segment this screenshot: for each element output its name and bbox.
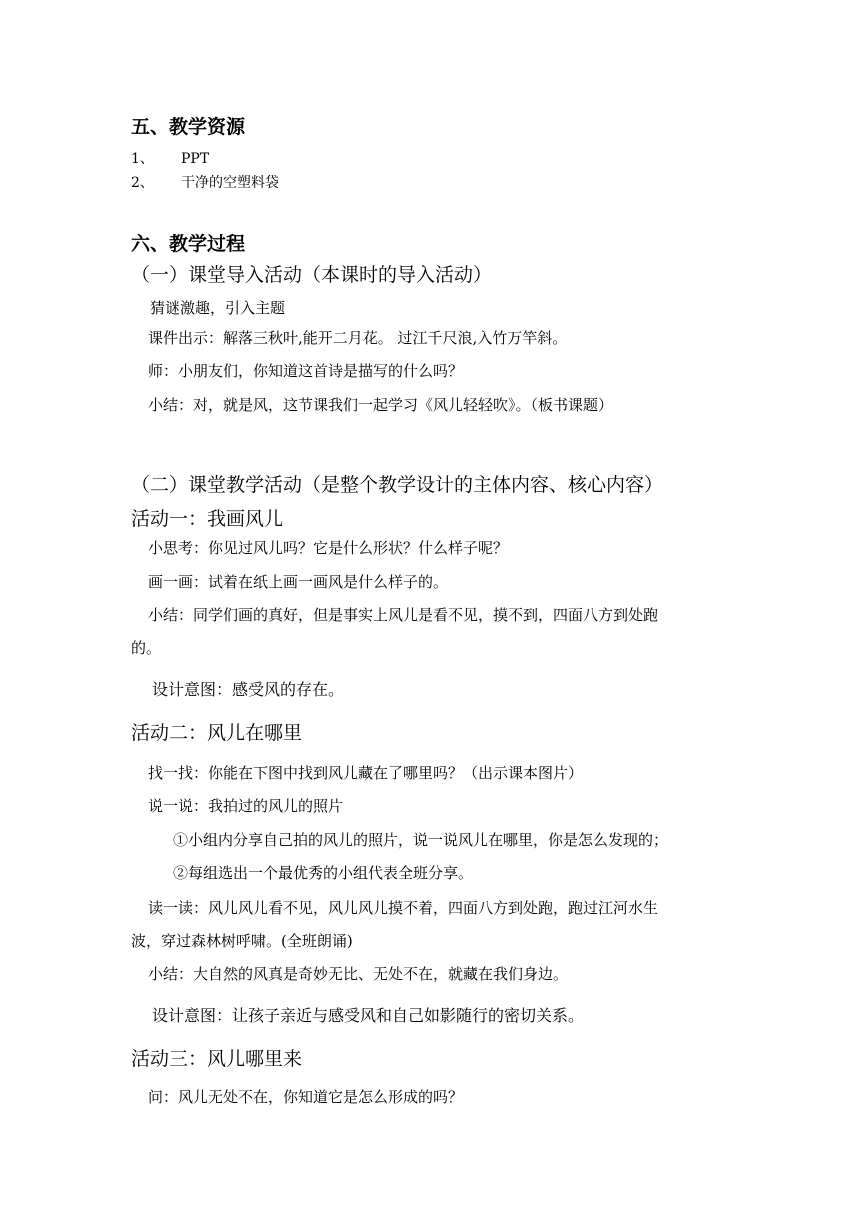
resource-item-number: 2、 (131, 175, 154, 191)
activity-2-intent: 设计意图：让孩子亲近与感受风和自己如影随行的密切关系。 (152, 1006, 585, 1025)
resource-item-text: PPT (181, 151, 210, 167)
resource-item (131, 152, 209, 166)
part-2-heading: （二）课堂教学活动（是整个教学设计的主体内容、核心内容） (131, 474, 664, 496)
resource-item-text: 干净的空塑料袋 (181, 175, 279, 191)
section-5-heading: 五、教学资源 (131, 116, 246, 138)
resource-item (131, 176, 279, 190)
part-1-heading: （一）课堂导入活动（本课时的导入活动） (131, 264, 493, 286)
activity-1-line: 画一画：试着在纸上画一画风是什么样子的。 (148, 573, 449, 591)
part-1-line: 师：小朋友们，你知道这首诗是描写的什么吗？ (148, 362, 464, 380)
part-1-line: 猜谜激趣，引入主题 (150, 299, 286, 317)
activity-2-line: 波，穿过森林树呼啸。(全班朗诵) (131, 932, 353, 950)
activity-2-line: ①小组内分享自己拍的风儿的照片，说一说风儿在哪里，你是怎么发现的； (173, 831, 669, 849)
activity-1-line: 的。 (131, 639, 162, 657)
activity-1-line: 小结：同学们画的真好，但是事实上风儿是看不见，摸不到，四面八方到处跑 (148, 606, 659, 624)
activity-1-intent: 设计意图：感受风的存在。 (152, 680, 345, 699)
activity-1-line: 小思考：你见过风儿吗？它是什么形状？什么样子呢？ (148, 539, 509, 557)
activity-2-line: 小结：大自然的风真是奇妙无比、无处不在，就藏在我们身边。 (148, 965, 569, 983)
activity-2-line: 说一说：我拍过的风儿的照片 (148, 797, 344, 815)
activity-3-line: 问：风儿无处不在，你知道它是怎么形成的吗？ (148, 1088, 464, 1106)
resource-item-number: 1、 (131, 151, 154, 167)
part-1-line: 课件出示：解落三秋叶,能开二月花。 过江千尺浪,入竹万竿斜。 (148, 329, 568, 347)
activity-2-line: 读一读：风儿风儿看不见，风儿风儿摸不着，四面八方到处跑，跑过江河水生 (148, 899, 659, 917)
activity-2-title: 活动二：风儿在哪里 (131, 722, 303, 744)
section-6-heading: 六、教学过程 (131, 233, 246, 255)
activity-2-line: 找一找：你能在下图中找到风儿藏在了哪里吗？（出示课本图片） (148, 764, 584, 782)
part-1-line: 小结：对，就是风，这节课我们一起学习《风儿轻轻吹》。（板书课题） (148, 396, 614, 414)
activity-2-line: ②每组选出一个最优秀的小组代表全班分享。 (173, 864, 474, 882)
activity-3-title: 活动三：风儿哪里来 (131, 1048, 303, 1070)
activity-1-title: 活动一：我画风儿 (131, 508, 284, 530)
